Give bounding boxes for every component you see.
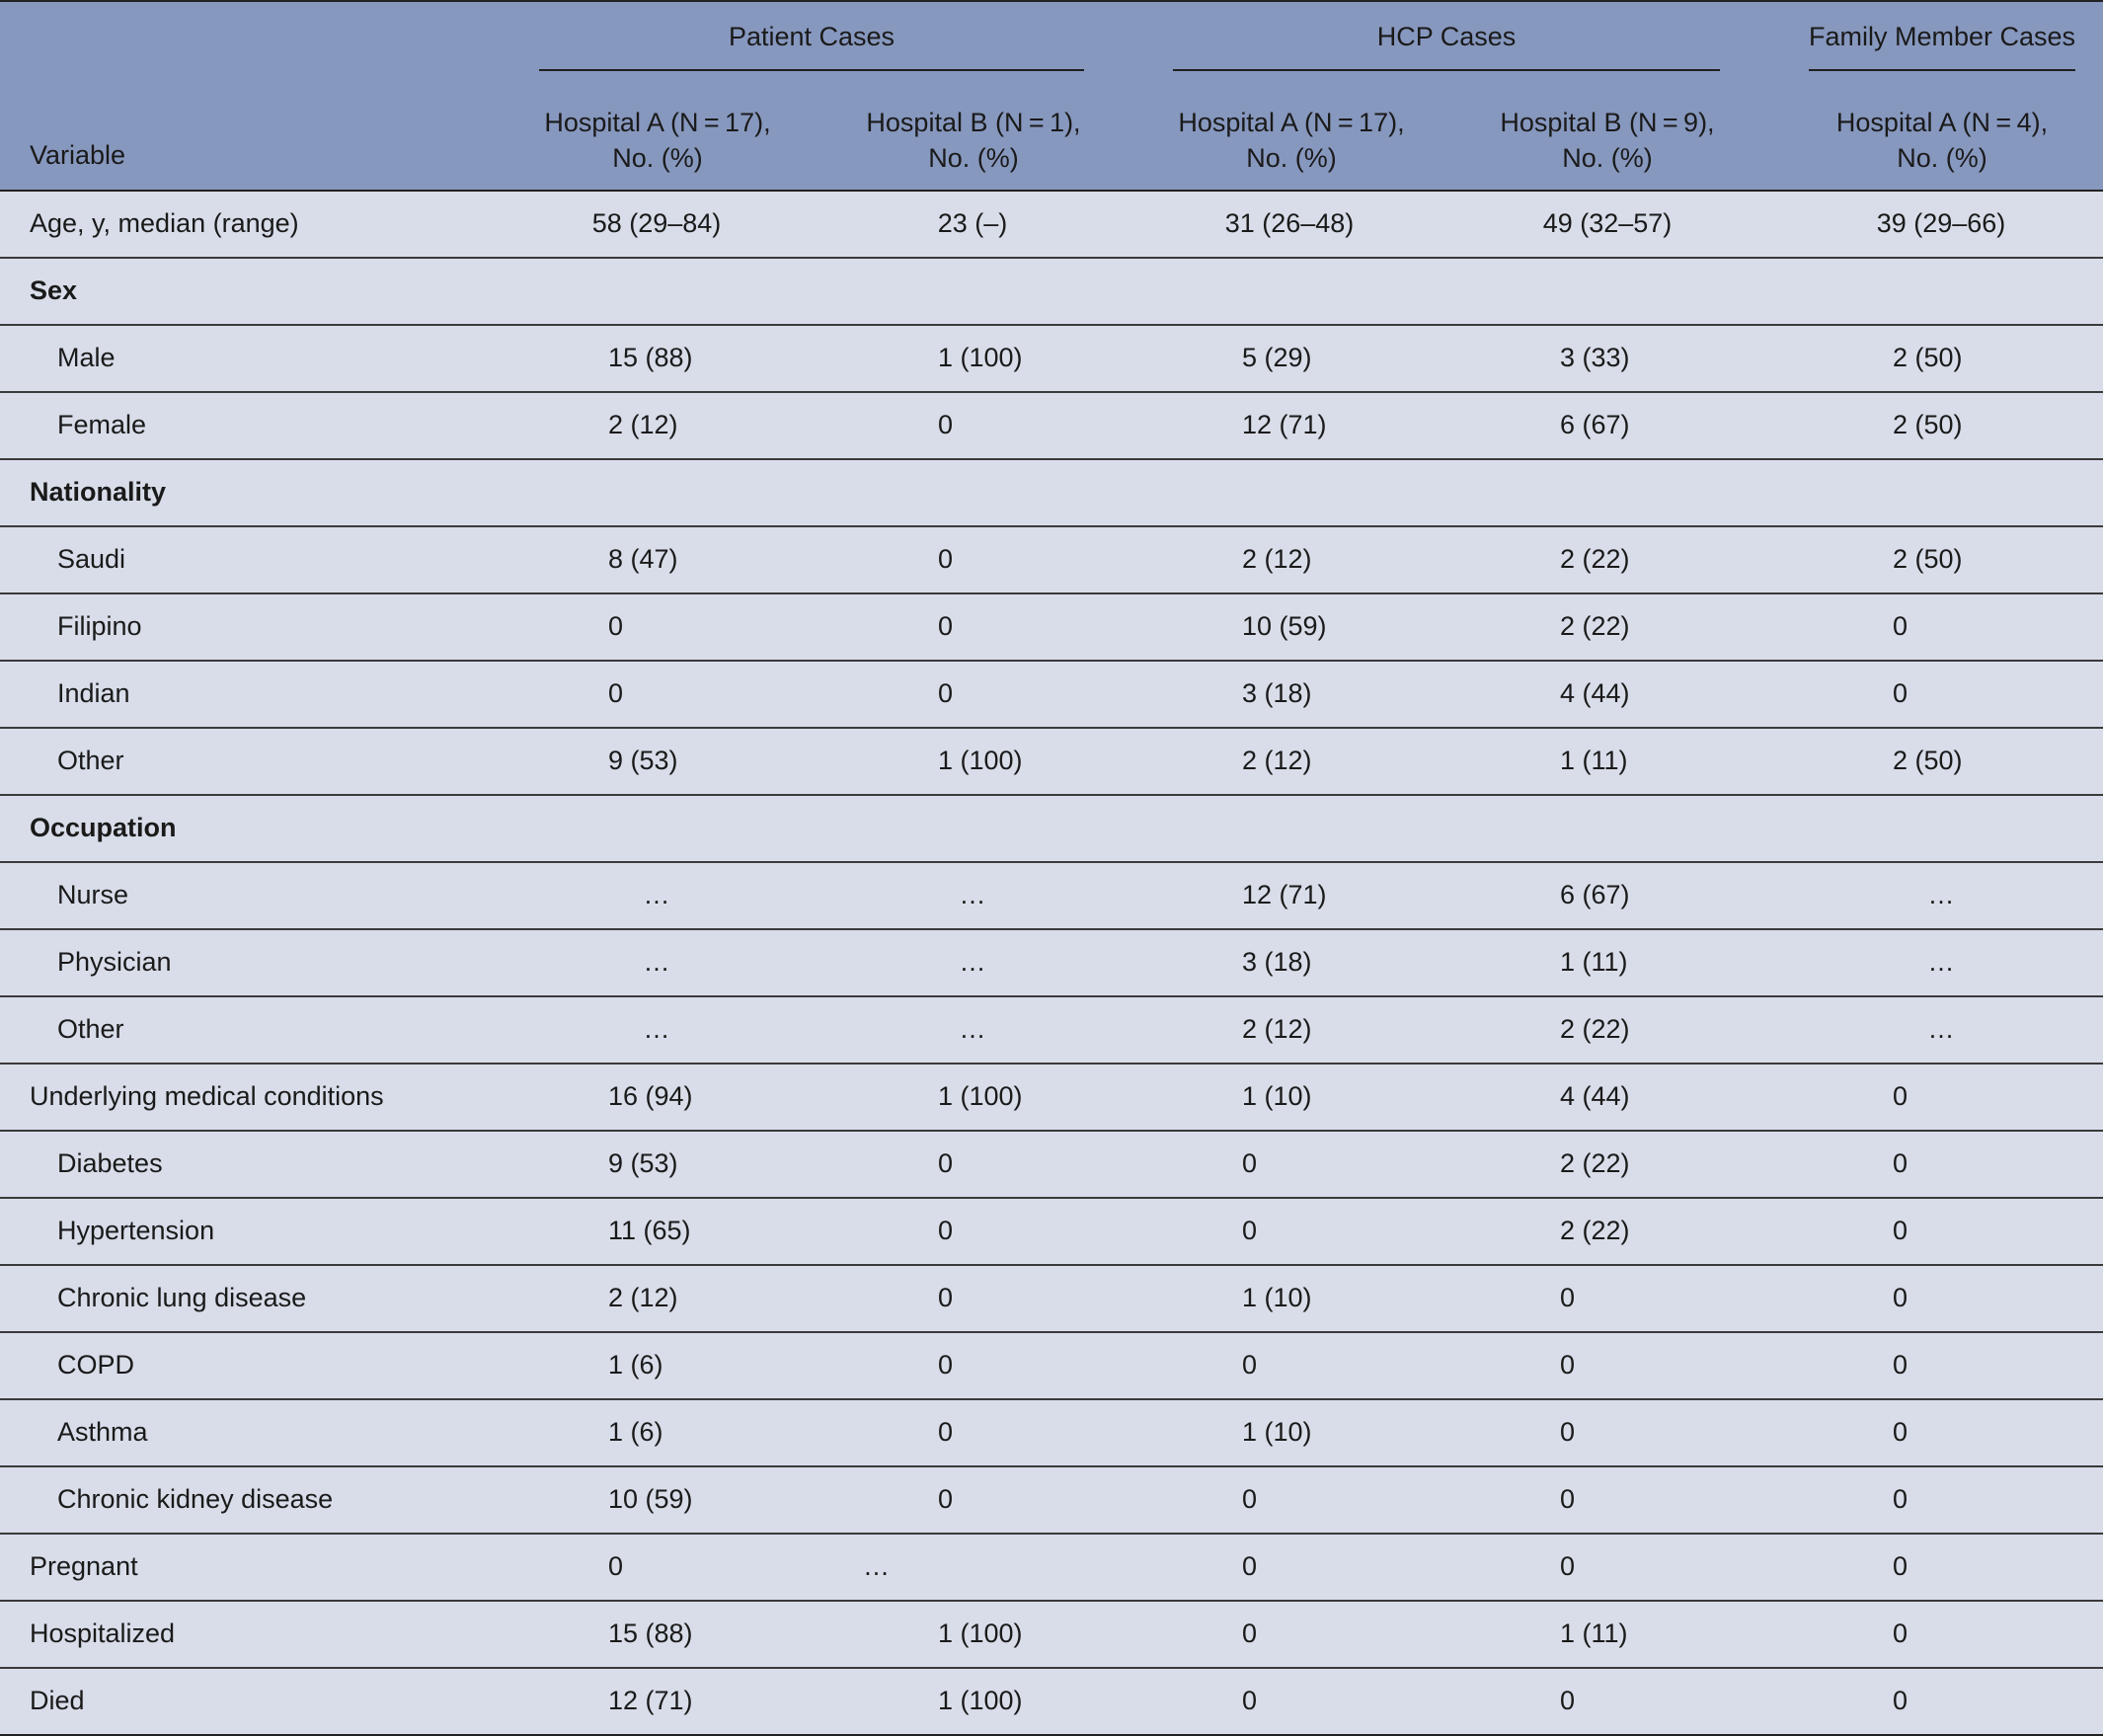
variable-column-header: Variable — [30, 140, 126, 170]
row-value-col-4: 1 (11) — [1560, 746, 1628, 775]
table-row — [0, 1065, 2103, 1132]
column-header-line1: Hospital A (N = 17), — [1178, 108, 1405, 137]
row-value-col-2: 1 (100) — [938, 1618, 1023, 1648]
row-value-col-1: 0 — [608, 678, 624, 708]
row-label: Sex — [30, 276, 78, 305]
row-value-col-2: … — [959, 1014, 986, 1044]
row-value-col-3: 1 (10) — [1242, 1081, 1312, 1111]
group-rule-patient — [539, 69, 1084, 71]
row-value-col-5: 0 — [1893, 1148, 1908, 1178]
table-row — [0, 1266, 2103, 1333]
row-value-col-4: 0 — [1560, 1551, 1576, 1581]
table-row — [0, 594, 2103, 662]
row-value-col-5: 0 — [1893, 1081, 1908, 1111]
column-header-line1: Hospital A (N = 17), — [544, 108, 771, 137]
row-value-col-5: 39 (29–66) — [1876, 208, 2006, 238]
row-value-col-5: 0 — [1893, 1484, 1908, 1514]
row-value-col-4: 2 (22) — [1560, 1216, 1630, 1245]
row-value-col-3: 10 (59) — [1242, 611, 1327, 641]
table-row — [0, 1132, 2103, 1199]
row-value-col-5: 0 — [1893, 1283, 1908, 1312]
column-header-line2: No. (%) — [1897, 143, 1987, 173]
row-value-col-1: … — [643, 880, 670, 909]
row-label: Chronic kidney disease — [57, 1484, 334, 1514]
row-value-col-1: 15 (88) — [608, 343, 693, 372]
row-value-col-4: 0 — [1560, 1686, 1576, 1715]
row-label: Asthma — [57, 1417, 148, 1447]
row-value-col-5: 0 — [1893, 1417, 1908, 1447]
row-value-col-5: 0 — [1893, 1551, 1908, 1581]
column-header-line1: Hospital A (N = 4), — [1835, 108, 2049, 137]
row-value-col-5: 2 (50) — [1893, 410, 1963, 439]
row-value-col-3: 3 (18) — [1242, 947, 1312, 977]
row-value-col-4: 2 (22) — [1560, 1148, 1630, 1178]
column-header-family-hospital-a — [1814, 105, 2070, 176]
column-header-line2: No. (%) — [1246, 143, 1337, 173]
row-value-col-5: 2 (50) — [1893, 746, 1963, 775]
group-family-cases: Family Member Cases — [1809, 22, 2076, 51]
row-value-col-4: 3 (33) — [1560, 343, 1630, 372]
row-label: Occupation — [30, 813, 177, 842]
row-label: Hospitalized — [30, 1618, 176, 1648]
row-value-col-1: 12 (71) — [608, 1686, 693, 1715]
row-value-col-2: 0 — [938, 1484, 954, 1514]
table-row — [0, 1199, 2103, 1266]
row-value-col-5: 2 (50) — [1893, 343, 1963, 372]
table-row — [0, 192, 2103, 259]
row-value-col-3: 2 (12) — [1242, 544, 1312, 574]
row-value-col-3: 0 — [1242, 1216, 1258, 1245]
row-value-col-4: 4 (44) — [1560, 1081, 1630, 1111]
column-header-line2: No. (%) — [928, 143, 1019, 173]
table-row — [0, 326, 2103, 393]
row-value-col-5: 0 — [1893, 678, 1908, 708]
row-value-col-3: 2 (12) — [1242, 746, 1312, 775]
row-label: Female — [57, 410, 147, 439]
row-value-col-2: 1 (100) — [938, 343, 1023, 372]
row-value-col-5: … — [1927, 1014, 1955, 1044]
row-label: Age, y, median (range) — [30, 208, 299, 238]
row-value-col-2: 0 — [938, 544, 954, 574]
row-value-col-2: 0 — [938, 1417, 954, 1447]
row-value-col-1: 15 (88) — [608, 1618, 693, 1648]
row-value-col-4: 6 (67) — [1560, 880, 1630, 909]
row-value-col-4: 0 — [1560, 1417, 1576, 1447]
row-label: Diabetes — [57, 1148, 163, 1178]
table-row — [0, 1400, 2103, 1467]
row-value-col-4: 0 — [1560, 1484, 1576, 1514]
table-row — [0, 1333, 2103, 1400]
group-hcp-cases: HCP Cases — [1376, 22, 1517, 51]
table-row — [0, 460, 2103, 527]
row-value-col-1: 9 (53) — [608, 1148, 678, 1178]
row-label: Died — [30, 1686, 85, 1715]
row-label: Other — [57, 746, 124, 775]
row-label: Saudi — [57, 544, 126, 574]
column-header-patient-hospital-a — [529, 105, 786, 176]
group-patient-cases: Patient Cases — [728, 22, 896, 51]
row-value-col-2: 1 (100) — [938, 1686, 1023, 1715]
row-value-col-1: 0 — [608, 1551, 624, 1581]
row-value-col-5: 0 — [1893, 1216, 1908, 1245]
column-header-line1: Hospital B (N = 1), — [866, 108, 1081, 137]
row-value-col-4: 1 (11) — [1560, 947, 1628, 977]
row-label: Underlying medical conditions — [30, 1081, 384, 1111]
row-label: Indian — [57, 678, 130, 708]
table-row — [0, 796, 2103, 863]
row-value-col-5: … — [1927, 947, 1955, 977]
row-value-col-5: 0 — [1893, 611, 1908, 641]
row-value-col-3: 5 (29) — [1242, 343, 1312, 372]
row-value-col-3: 1 (10) — [1242, 1417, 1312, 1447]
table-row — [0, 729, 2103, 796]
table-row — [0, 930, 2103, 997]
row-value-col-5: 0 — [1893, 1686, 1908, 1715]
table-body — [0, 192, 2103, 1736]
row-value-col-3: 31 (26–48) — [1224, 208, 1355, 238]
row-value-col-4: 49 (32–57) — [1542, 208, 1673, 238]
row-value-col-2: 0 — [938, 1283, 954, 1312]
row-value-col-2: 0 — [938, 410, 954, 439]
row-value-col-2: 1 (100) — [938, 746, 1023, 775]
row-value-col-5: 0 — [1893, 1350, 1908, 1380]
table-row — [0, 997, 2103, 1065]
group-rule-hcp — [1173, 69, 1720, 71]
row-value-col-1: 16 (94) — [608, 1081, 693, 1111]
row-value-col-4: 0 — [1560, 1283, 1576, 1312]
column-header-line2: No. (%) — [612, 143, 703, 173]
row-value-col-1: 2 (12) — [608, 410, 678, 439]
row-value-col-5: … — [1927, 880, 1955, 909]
row-label: Nationality — [30, 477, 167, 507]
row-value-col-3: 0 — [1242, 1350, 1258, 1380]
row-label: Chronic lung disease — [57, 1283, 307, 1312]
row-value-col-4: 6 (67) — [1560, 410, 1630, 439]
table-row — [0, 1602, 2103, 1669]
row-label: Filipino — [57, 611, 142, 641]
column-header-patient-hospital-b — [845, 105, 1102, 176]
row-value-col-2: 1 (100) — [938, 1081, 1023, 1111]
row-label: Pregnant — [30, 1551, 138, 1581]
row-value-col-3: 0 — [1242, 1686, 1258, 1715]
row-value-col-1: 0 — [608, 611, 624, 641]
table-row — [0, 863, 2103, 930]
row-value-col-4: 0 — [1560, 1350, 1576, 1380]
table-row — [0, 259, 2103, 326]
row-value-col-5: 2 (50) — [1893, 544, 1963, 574]
column-header-line2: No. (%) — [1562, 143, 1653, 173]
row-label: Physician — [57, 947, 172, 977]
row-value-col-2: … — [863, 1551, 890, 1581]
row-value-col-1: 8 (47) — [608, 544, 678, 574]
row-value-col-3: 3 (18) — [1242, 678, 1312, 708]
row-value-col-3: 0 — [1242, 1551, 1258, 1581]
row-value-col-4: 2 (22) — [1560, 1014, 1630, 1044]
row-value-col-3: 12 (71) — [1242, 880, 1327, 909]
row-value-col-5: 0 — [1893, 1618, 1908, 1648]
column-header-hcp-hospital-a — [1163, 105, 1420, 176]
row-label: Male — [57, 343, 116, 372]
row-value-col-2: 0 — [938, 1216, 954, 1245]
row-value-col-4: 2 (22) — [1560, 611, 1630, 641]
row-value-col-4: 1 (11) — [1560, 1618, 1628, 1648]
row-value-col-2: … — [959, 880, 986, 909]
row-value-col-2: 23 (–) — [937, 208, 1008, 238]
row-label: Nurse — [57, 880, 129, 909]
table-row — [0, 393, 2103, 460]
row-value-col-1: 58 (29–84) — [591, 208, 722, 238]
row-label: Other — [57, 1014, 124, 1044]
table-row — [0, 1535, 2103, 1602]
table-row — [0, 527, 2103, 594]
row-value-col-1: 10 (59) — [608, 1484, 693, 1514]
row-value-col-3: 2 (12) — [1242, 1014, 1312, 1044]
table-row — [0, 1669, 2103, 1736]
column-header-line1: Hospital B (N = 9), — [1500, 108, 1715, 137]
row-value-col-3: 1 (10) — [1242, 1283, 1312, 1312]
row-value-col-1: 2 (12) — [608, 1283, 678, 1312]
row-value-col-1: … — [643, 1014, 670, 1044]
row-label: Hypertension — [57, 1216, 215, 1245]
row-value-col-1: … — [643, 947, 670, 977]
table-row — [0, 1467, 2103, 1535]
row-value-col-1: 9 (53) — [608, 746, 678, 775]
row-value-col-3: 0 — [1242, 1484, 1258, 1514]
row-value-col-3: 0 — [1242, 1618, 1258, 1648]
row-value-col-2: 0 — [938, 1148, 954, 1178]
row-value-col-3: 0 — [1242, 1148, 1258, 1178]
row-value-col-2: … — [959, 947, 986, 977]
row-value-col-2: 0 — [938, 611, 954, 641]
row-label: COPD — [57, 1350, 135, 1380]
column-header-hcp-hospital-b — [1479, 105, 1736, 176]
table-header — [0, 2, 2103, 192]
row-value-col-3: 12 (71) — [1242, 410, 1327, 439]
row-value-col-4: 2 (22) — [1560, 544, 1630, 574]
row-value-col-1: 11 (65) — [608, 1216, 691, 1245]
group-rule-family — [1809, 69, 2075, 71]
row-value-col-2: 0 — [938, 678, 954, 708]
row-value-col-1: 1 (6) — [608, 1417, 663, 1447]
row-value-col-1: 1 (6) — [608, 1350, 663, 1380]
table-row — [0, 662, 2103, 729]
row-value-col-4: 4 (44) — [1560, 678, 1630, 708]
row-value-col-2: 0 — [938, 1350, 954, 1380]
